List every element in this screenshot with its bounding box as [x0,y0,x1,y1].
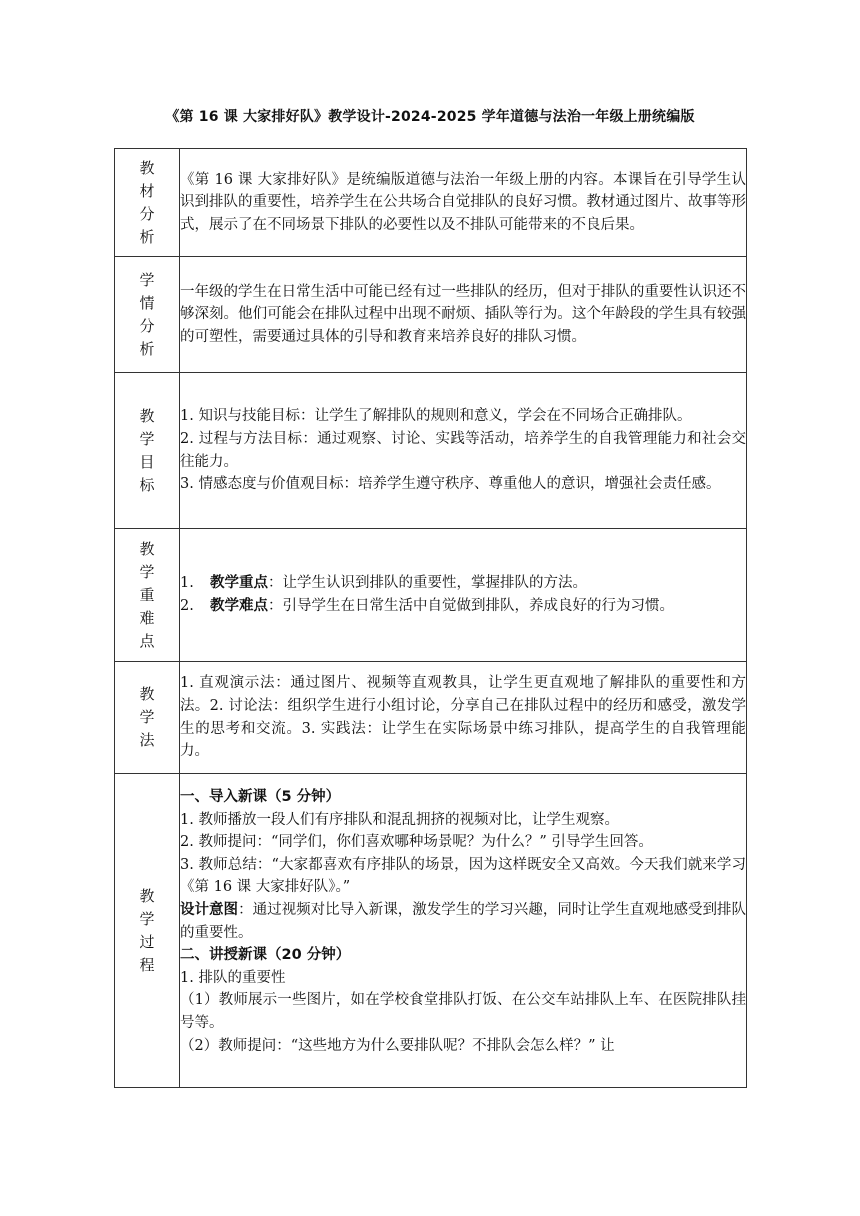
process-intro-item: 2. 教师提问：“同学们，你们喜欢哪种场景呢？为什么？” 引导学生回答。 [180,834,653,851]
process-step: （2）教师提问：“这些地方为什么要排队呢？不排队会怎么样？” 让 [180,1037,615,1054]
process-subheading: 1. 排队的重要性 [180,969,286,986]
design-intent: 设计意图：通过视频对比导入新课，激发学生的学习兴趣，同时让学生直观地感受到排队的重要性。 [180,901,747,941]
focus-item-key-point: 1. 教学重点：让学生认识到排队的重要性，掌握排队的方法。 [180,575,587,592]
process-heading-intro: 一、导入新课（5 分钟） [180,789,341,805]
content-material [180,149,747,257]
label-methods: 教 学 法 [115,662,180,774]
focus-item-difficult-point: 2. 教学难点：引导学生在日常生活中自觉做到排队，养成良好的行为习惯。 [180,598,674,614]
content-goals [180,373,747,529]
row-focus [115,529,747,662]
goal-item: 3. 情感态度与价值观目标：培养学生遵守秩序、尊重他人的意识，增强社会责任感。 [180,476,721,493]
students-text: 一年级的学生在日常生活中可能已经有过一些排队的经历，但对于排队的重要性认识还不够深刻。他们可能会在排队过程中出现不耐烦、插队等行为。这个年龄段的学生具有较强的可塑性，需要通过具体的引导和教育来培养良好的排队习惯。 [180,283,746,345]
lesson-plan-table [114,148,747,1088]
content-methods [180,662,747,774]
methods-text: 1. 直观演示法：通过图片、视频等直观教具，让学生更直观地了解排队的重要性和方法。2. 讨论法：组织学生进行小组讨论，分享自己在排队过程中的经历和感受，激发学生的思考和交流。3. 实践法：让学生在实际场景中练习排队，提高学生的自我管理能力。 [180,675,746,760]
content-students [180,257,747,373]
process-intro-item: 3. 教师总结：“大家都喜欢有序排队的场景，因为这样既安全又高效。今天我们就来学习《第 16 课 大家排好队》。” [180,856,746,896]
label-goals: 教 学 目 标 [115,373,180,529]
row-methods [115,662,747,774]
material-text: 《第 16 课 大家排好队》是统编版道德与法治一年级上册的内容。本课旨在引导学生认识到排队的重要性，培养学生在公共场合自觉排队的良好习惯。教材通过图片、故事等形式，展示了在不同场景下排队的必要性以及不排队可能带来的不良后果。 [180,171,746,233]
content-process [180,774,747,1088]
label-focus: 教 学 重 难 点 [115,529,180,662]
row-goals [115,373,747,529]
label-process: 教 学 过 程 [115,774,180,1088]
row-students [115,257,747,373]
row-material [115,149,747,257]
process-step: （1）教师展示一些图片，如在学校食堂排队打饭、在公交车站排队上车、在医院排队挂号等。 [180,992,746,1031]
process-heading-teaching: 二、讲授新课（20 分钟） [180,947,351,964]
label-students: 学 情 分 析 [115,257,180,373]
content-focus [180,529,747,662]
goal-item: 1. 知识与技能目标：让学生了解排队的规则和意义，学会在不同场合正确排队。 [180,408,692,425]
row-process [115,774,747,1088]
document-title: 《第 16 课 大家排好队》教学设计-2024-2025 学年道德与法治一年级上册统编版 [165,109,695,125]
process-intro-item: 1. 教师播放一段人们有序排队和混乱拥挤的视频对比，让学生观察。 [180,811,619,828]
goal-item: 2. 过程与方法目标：通过观察、讨论、实践等活动，培养学生的自我管理能力和社会交往能力。 [180,430,746,470]
label-material: 教 材 分 析 [115,149,180,257]
